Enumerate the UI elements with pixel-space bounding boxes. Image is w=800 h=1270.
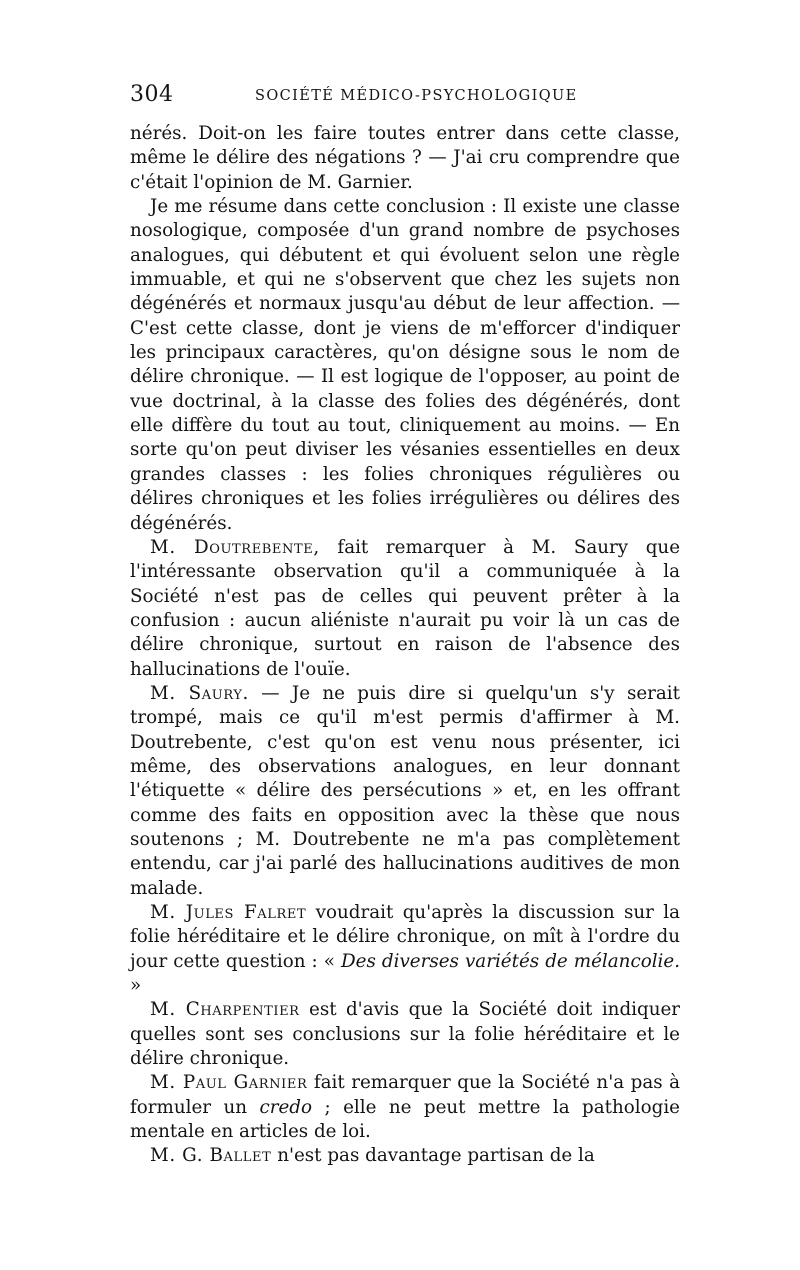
paragraph-text-tail: ; elle ne peut mettre la pathologie mentale en articles de loi. [130, 1096, 680, 1143]
body-text [130, 122, 680, 1169]
paragraph-doutrebente [130, 536, 680, 682]
paragraph-ballet [130, 1144, 680, 1168]
italic-credo: credo [259, 1096, 312, 1118]
paragraph-text: n'est pas davantage partisan de la [277, 1145, 595, 1167]
paragraph-charpentier [130, 998, 680, 1071]
italic-question: Des diverses variétés de mélancolie. [341, 950, 681, 972]
paragraph-text: fait remarquer à M. Saury que l'intéressante observation qu'il a communiquée à la Société n'est pas de celles qui peuvent prêter à la confusion : aucun aliéniste n'aurait pu voir là un cas de délire chronique, surtout en raison de l'absence des hallucinations de l'ouïe. [130, 536, 681, 680]
speaker-name: M. Doutrebente, [150, 536, 320, 558]
paragraph-text: voudrait qu'après la discussion sur la folie héréditaire et le délire chronique, on mît à l'ordre du jour cette question : « [130, 902, 681, 972]
paragraph-continuation [130, 122, 680, 195]
paragraph-text: nérés. Doit-on les faire toutes entrer dans cette classe, même le délire des négations ? — J'ai cru comprendre que c'était l'opinion de M. Garnier. [130, 123, 680, 193]
paragraph-text: fait remarquer que la Société n'a pas à formuler un [130, 1072, 680, 1118]
speaker-name: M. Charpentier [150, 999, 300, 1021]
paragraph-garnier [130, 1071, 680, 1144]
speaker-name: M. Saury. [150, 682, 249, 704]
paragraph-saury [130, 682, 680, 901]
paragraph-falret [130, 901, 680, 998]
book-page [130, 82, 680, 1169]
speaker-name: M. Jules Falret [150, 902, 307, 923]
closing-quote: » [130, 975, 142, 997]
speaker-name: M. Paul Garnier [150, 1072, 308, 1094]
page-number: 304 [130, 82, 174, 107]
paragraph-text: est d'avis que la Société doit indiquer quelles sont ses conclusions sur la folie héréditaire et le délire chronique. [130, 999, 681, 1070]
paragraph-conclusion [130, 195, 680, 536]
speaker-name: M. G. Ballet [150, 1145, 272, 1167]
paragraph-text: Je me résume dans cette conclusion : Il existe une classe nosologique, composée d'un grand nombre de psychoses analogues, qui débutent et qui évoluent selon une règle immuable, et qui ne s'observent que chez les sujets non dégénérés et normaux jusqu'au début de leur affection. — C'est cette classe, dont je viens de m'efforcer d'indiquer les principaux caractères, qu'on désigne sous le nom de délire chronique. — Il est logique de l'opposer, au point de vue doctrinal, à la classe des folies des dégénérés, dont elle diffère du tout au tout, cliniquement au moins. — En sorte qu'on peut diviser les vésanies essentielles en deux grandes classes : les folies chroniques régulières ou délires chroniques et les folies irrégulières ou délires des dégénérés. [130, 196, 680, 534]
running-head [130, 82, 680, 122]
paragraph-text: — Je ne puis dire si quelqu'un s'y serait trompé, mais ce qu'il m'est permis d'affirmer à M. Doutrebente, c'est qu'on est venu nous présenter, ici même, des observations analogues, en leur donnant l'étiquette « délire des persécutions » et, en les offrant comme des faits en opposition avec la thèse que nous soutenons ; M. Doutrebente ne m'a pas complètement entendu, car j'ai parlé des hallucinations auditives de mon malade. [130, 682, 680, 899]
journal-title: SOCIÉTÉ MÉDICO-PSYCHOLOGIQUE [255, 88, 578, 104]
